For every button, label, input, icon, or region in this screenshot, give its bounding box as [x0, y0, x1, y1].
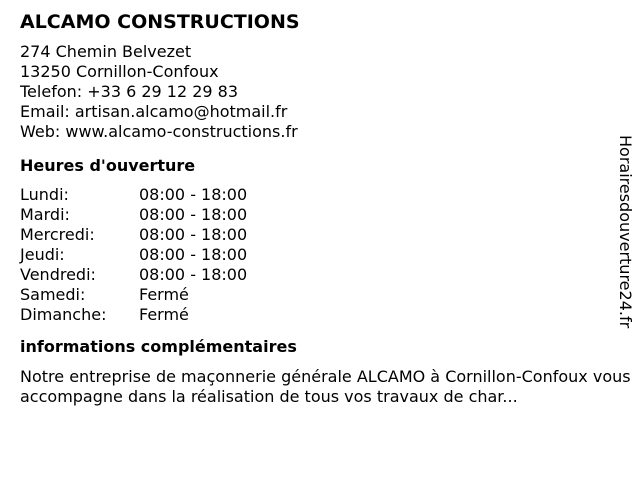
company-name: ALCAMO CONSTRUCTIONS — [20, 11, 300, 33]
hours-row-friday — [20, 265, 632, 285]
website-url: Web: www.alcamo-constructions.fr — [20, 122, 298, 141]
day-label: Dimanche: — [20, 305, 107, 324]
address-city: 13250 Cornillon-Confoux — [20, 62, 219, 81]
phone-number: Telefon: +33 6 29 12 29 83 — [20, 82, 239, 101]
day-label: Mardi: — [20, 205, 70, 224]
email-address: Email: artisan.alcamo@hotmail.fr — [20, 102, 288, 121]
time-value: 08:00 - 18:00 — [139, 225, 248, 244]
time-value: Fermé — [139, 305, 189, 324]
hours-row-monday — [20, 185, 632, 205]
hours-row-thursday — [20, 245, 632, 265]
hours-row-wednesday — [20, 225, 632, 245]
hours-row-tuesday — [20, 205, 632, 225]
day-label: Mercredi: — [20, 225, 95, 244]
hours-row-sunday — [20, 305, 632, 325]
business-description: Notre entreprise de maçonnerie générale ALCAMO à Cornillon-Confoux vous accompagne dans la réalisation de tous vos travaux de char... — [20, 367, 631, 406]
day-label: Jeudi: — [20, 245, 65, 264]
day-label: Samedi: — [20, 285, 86, 304]
time-value: 08:00 - 18:00 — [139, 245, 248, 264]
time-value: 08:00 - 18:00 — [139, 205, 248, 224]
additional-info-title: informations complémentaires — [20, 337, 297, 356]
time-value: Fermé — [139, 285, 189, 304]
time-value: 08:00 - 18:00 — [139, 185, 248, 204]
hours-row-saturday — [20, 285, 632, 305]
day-label: Vendredi: — [20, 265, 96, 284]
time-value: 08:00 - 18:00 — [139, 265, 248, 284]
side-brand-watermark — [614, 135, 636, 345]
business-card — [20, 10, 632, 407]
opening-hours-table — [20, 185, 632, 325]
side-brand-text: Horairesdouverture24.fr — [616, 135, 635, 329]
address-street: 274 Chemin Belvezet — [20, 42, 192, 61]
opening-hours-title: Heures d'ouverture — [20, 156, 196, 175]
day-label: Lundi: — [20, 185, 69, 204]
